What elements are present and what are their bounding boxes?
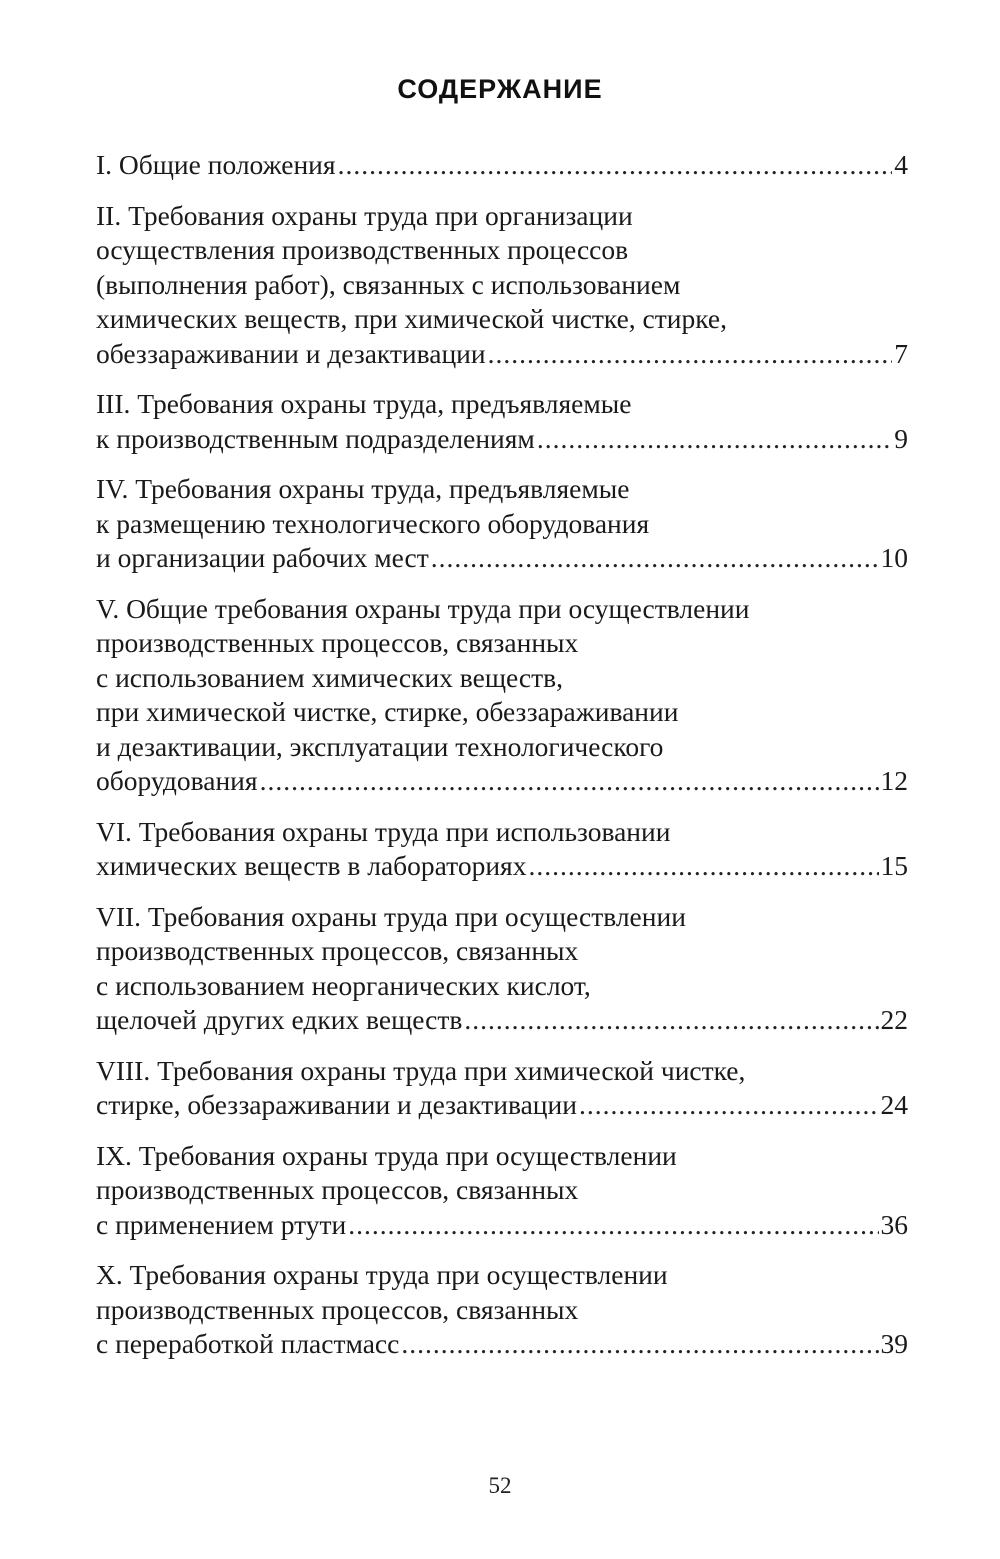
- toc-entry-text: с использованием химических веществ,: [96, 661, 563, 693]
- dot-leader: [260, 764, 879, 799]
- toc-entry-text: VI. Требования охраны труда при использовании: [96, 815, 671, 847]
- toc-entry-text: обеззараживании и дезактивации: [96, 337, 486, 369]
- toc-entry-text: осуществления производственных процессов: [96, 234, 629, 265]
- toc-entry-last-line: [96, 1003, 908, 1038]
- dot-leader: [464, 1003, 878, 1038]
- toc-entry-text: стирке, обеззараживании и дезактивации: [96, 1089, 577, 1120]
- toc-entry-text: II. Требования охраны труда при организации: [96, 199, 633, 231]
- toc-entry-text: с использованием неорганических кислот,: [96, 969, 591, 1001]
- toc-entry-text: щелочей других едких веществ: [96, 1004, 463, 1035]
- toc-entry-text: химических веществ в лабораториях: [96, 850, 527, 881]
- toc-page-number: 24: [880, 1089, 908, 1120]
- toc-entry-last-line: [96, 849, 908, 884]
- toc-page-number: 39: [880, 1328, 908, 1359]
- toc-entry-text: химических веществ, при химической чистке, стирке,: [96, 303, 727, 334]
- dot-leader: [348, 1208, 878, 1243]
- toc-entry: [96, 1139, 908, 1243]
- toc-entry-text: I. Общие положения: [96, 149, 336, 180]
- toc-entry-text: и организации рабочих мест: [96, 542, 429, 573]
- toc-entry-last-line: [96, 422, 908, 457]
- toc-entry-text: (выполнения работ), связанных с использованием: [96, 268, 681, 300]
- toc-entry-text: V. Общие требования охраны труда при осуществлении: [96, 592, 750, 624]
- toc-page-number: 10: [880, 542, 908, 573]
- dot-leader: [431, 541, 879, 576]
- toc-page-number: 7: [894, 337, 908, 369]
- dot-leader: [537, 422, 892, 457]
- toc-entry-text: III. Требования охраны труда, предъявляемые: [96, 388, 632, 419]
- toc-entry-last-line: [96, 764, 908, 799]
- toc-entry-text: IX. Требования охраны труда при осуществлении: [96, 1139, 677, 1171]
- dot-leader: [528, 849, 878, 884]
- toc-page-number: 22: [880, 1004, 908, 1035]
- toc-heading: СОДЕРЖАНИЕ: [397, 74, 603, 104]
- dot-leader: [338, 148, 893, 183]
- toc-entry-text: с применением ртути: [96, 1208, 347, 1240]
- toc-entry-text: VII. Требования охраны труда при осуществлении: [96, 900, 686, 932]
- toc-page-number: 9: [894, 422, 908, 454]
- toc-entry-text: и дезактивации, эксплуатации технологического: [96, 730, 664, 762]
- toc-entry: [96, 900, 908, 1038]
- toc-entry-last-line: [96, 1327, 908, 1362]
- toc-entry-text: при химической чистке, стирке, обеззараживании: [96, 696, 679, 727]
- toc-entry-text: с переработкой пластмасс: [96, 1328, 400, 1359]
- toc-entry-text: X. Требования охраны труда при осуществлении: [96, 1259, 668, 1290]
- toc-entry: [96, 472, 908, 576]
- toc-entry: [96, 592, 908, 799]
- toc-entry-last-line: [96, 541, 908, 576]
- toc-entry-last-line: [96, 148, 908, 183]
- toc-entry: [96, 199, 908, 372]
- dot-leader: [401, 1327, 878, 1362]
- toc-entry-text: производственных процессов, связанных: [96, 1293, 579, 1325]
- table-of-contents: [96, 148, 908, 1378]
- dot-leader: [488, 337, 893, 372]
- toc-entry-text: к размещению технологического оборудования: [96, 507, 650, 539]
- toc-entry-last-line: [96, 337, 908, 372]
- toc-page-number: 15: [880, 850, 908, 881]
- toc-entry-last-line: [96, 1088, 908, 1123]
- toc-entry-text: оборудования: [96, 765, 258, 796]
- toc-entry: [96, 387, 908, 456]
- toc-entry-text: производственных процессов, связанных: [96, 935, 579, 966]
- toc-entry-text: производственных процессов, связанных: [96, 627, 579, 658]
- toc-entry: [96, 1258, 908, 1362]
- toc-page-number: 12: [880, 765, 908, 796]
- toc-entry-text: VIII. Требования охраны труда при химической чистке,: [96, 1054, 746, 1086]
- toc-entry: [96, 1054, 908, 1123]
- toc-entry: [96, 148, 908, 183]
- toc-page-number: 36: [880, 1208, 908, 1240]
- toc-page-number: 4: [894, 149, 908, 180]
- toc-entry-text: IV. Требования охраны труда, предъявляемые: [96, 473, 630, 504]
- toc-entry-last-line: [96, 1208, 908, 1243]
- page-number: 52: [488, 1473, 512, 1498]
- toc-entry-text: производственных процессов, связанных: [96, 1174, 579, 1205]
- toc-entry: [96, 815, 908, 884]
- toc-entry-text: к производственным подразделениям: [96, 422, 535, 454]
- dot-leader: [579, 1088, 879, 1123]
